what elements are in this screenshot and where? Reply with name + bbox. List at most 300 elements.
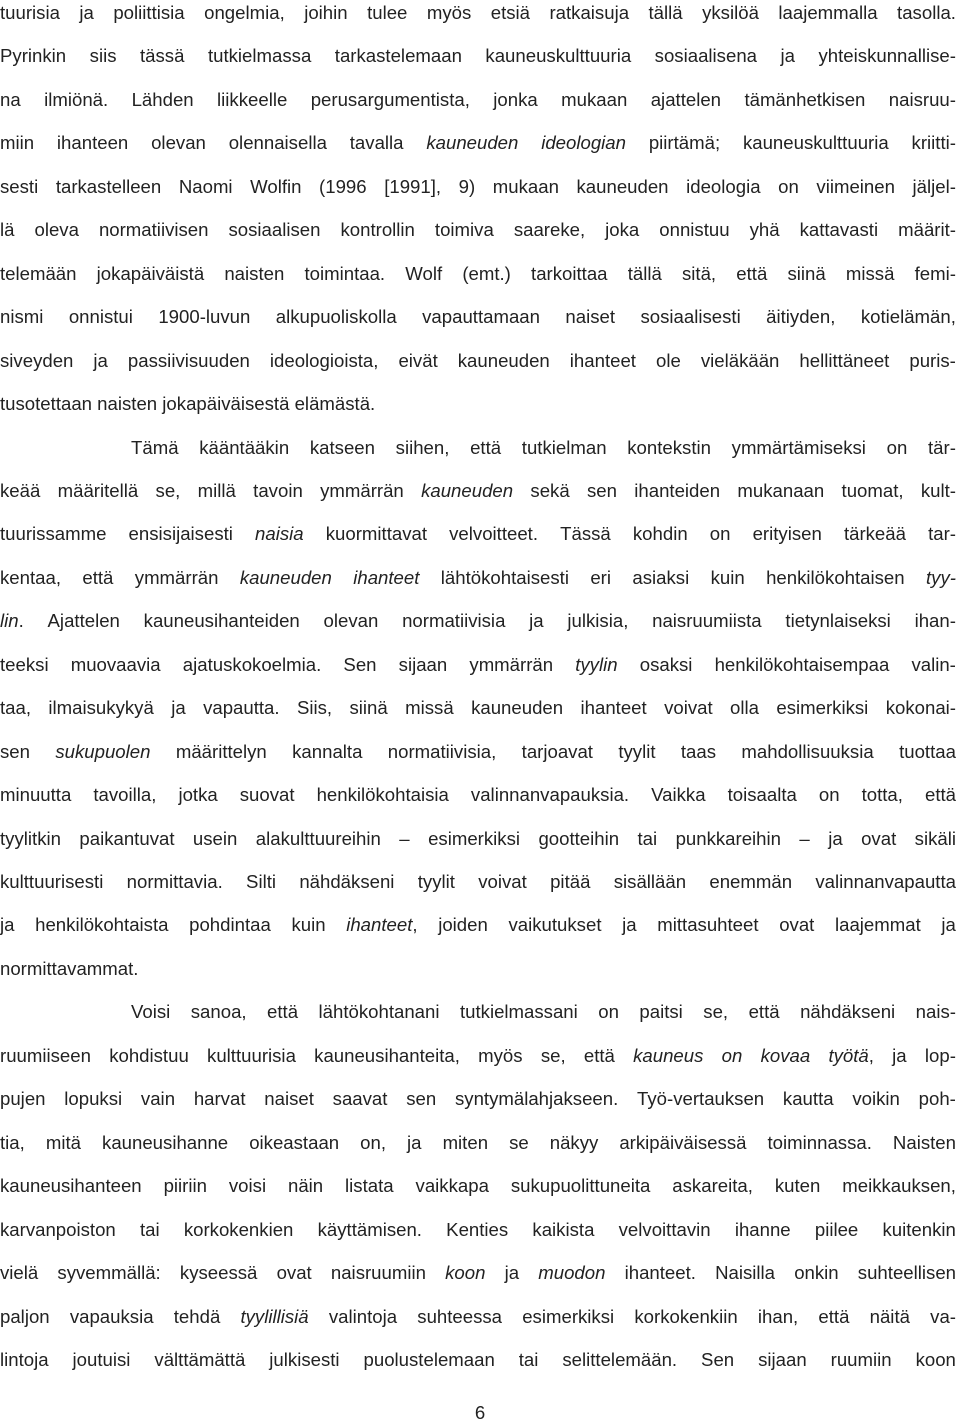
word: julkisia, bbox=[567, 610, 629, 632]
word: miten bbox=[442, 1131, 489, 1153]
word: kyseessä bbox=[179, 1262, 258, 1284]
word: ja bbox=[0, 914, 15, 936]
word: femi- bbox=[914, 262, 956, 284]
text-line bbox=[0, 262, 956, 306]
word: tavoilla, bbox=[93, 784, 157, 806]
word: välttämättä bbox=[154, 1348, 246, 1370]
word: ymmärtämiseksi bbox=[731, 436, 866, 458]
word: mukaan bbox=[561, 88, 628, 110]
word: kriitti- bbox=[911, 132, 956, 154]
word: ovat bbox=[779, 914, 815, 936]
word: sosiaalisena bbox=[654, 45, 758, 67]
word: meikkauksen, bbox=[842, 1175, 956, 1197]
word: tärkeää bbox=[843, 523, 906, 545]
word: suhteellisen bbox=[857, 1262, 956, 1284]
word: vapautta. bbox=[203, 697, 280, 719]
word: on bbox=[818, 784, 840, 806]
word: se, bbox=[540, 1044, 566, 1066]
word: valinnanvapautta bbox=[815, 871, 956, 892]
word: liikkeelle bbox=[217, 88, 288, 110]
word: pujen bbox=[0, 1088, 46, 1110]
word: laajemmat bbox=[834, 914, 921, 936]
word: . bbox=[18, 610, 24, 632]
word: on, bbox=[360, 1131, 387, 1153]
word-group bbox=[346, 913, 417, 957]
word: asiaksi bbox=[632, 566, 690, 588]
word: nähdäkseni bbox=[299, 871, 395, 892]
word: korkokenkien bbox=[183, 1218, 294, 1240]
word: olla bbox=[730, 697, 759, 719]
word: yhä bbox=[749, 219, 780, 241]
italic-word: on bbox=[721, 1044, 743, 1066]
word: tavoin bbox=[253, 479, 303, 501]
word: poliittisia bbox=[113, 2, 185, 23]
italic-word: kauneuden bbox=[239, 566, 332, 588]
word: vaikutukset bbox=[508, 914, 602, 936]
word: tai bbox=[139, 1218, 160, 1240]
word: nähdäkseni bbox=[800, 1001, 896, 1023]
word: jonka bbox=[493, 88, 538, 110]
word: naiset bbox=[264, 1088, 314, 1110]
word: Siis, bbox=[296, 697, 333, 719]
word-group bbox=[828, 1044, 873, 1088]
word: arkipäiväisessä bbox=[619, 1131, 747, 1153]
word: – bbox=[799, 827, 810, 849]
text-line bbox=[0, 479, 956, 523]
word: ja bbox=[93, 349, 108, 371]
word: tarkastelleen bbox=[55, 175, 162, 197]
word: tai bbox=[518, 1348, 539, 1370]
word: esimerkiksi bbox=[522, 1305, 615, 1327]
word: osaksi bbox=[639, 653, 693, 675]
word: Työ-vertauksen bbox=[637, 1088, 765, 1110]
word: paitsi bbox=[639, 1001, 683, 1023]
word: katseen bbox=[309, 436, 375, 458]
word: vapauttamaan bbox=[422, 306, 540, 328]
word: enemmän bbox=[709, 871, 793, 892]
word: että bbox=[583, 1044, 615, 1066]
word: tuurissamme bbox=[0, 523, 107, 545]
page-number: 6 bbox=[474, 1402, 486, 1423]
word: naisruumiin bbox=[330, 1262, 426, 1284]
word: ymmärrän bbox=[134, 566, 219, 588]
word: karvanpoiston bbox=[0, 1218, 116, 1240]
word: pitää bbox=[550, 871, 591, 892]
word: kentaa, bbox=[0, 566, 61, 588]
word: telemään bbox=[0, 262, 77, 284]
word: piilee bbox=[814, 1218, 859, 1240]
word: mahdollisuuksia bbox=[741, 740, 874, 762]
word: kannalta bbox=[292, 740, 363, 762]
word: että bbox=[736, 262, 768, 284]
text-line bbox=[0, 349, 956, 393]
word: voikin bbox=[852, 1088, 900, 1110]
word: olevan bbox=[151, 132, 206, 154]
word: että bbox=[924, 784, 956, 806]
word: ja bbox=[407, 1131, 422, 1153]
word: myös bbox=[426, 2, 472, 23]
word: millä bbox=[197, 479, 236, 501]
word: joihin bbox=[304, 2, 348, 23]
word: ilmiönä. bbox=[44, 88, 109, 110]
word: puris- bbox=[909, 349, 956, 371]
word: onkin bbox=[794, 1262, 839, 1284]
italic-word: ideologian bbox=[541, 132, 626, 154]
text-line bbox=[0, 88, 956, 132]
word: kokonai- bbox=[885, 697, 956, 719]
italic-word: sukupuolen bbox=[55, 740, 151, 762]
word: se bbox=[509, 1131, 529, 1153]
word: kauneuskulttuuria bbox=[485, 45, 632, 67]
word: suhteessa bbox=[417, 1305, 503, 1327]
word: missä bbox=[405, 697, 454, 719]
word: ja bbox=[504, 1262, 520, 1284]
word: lintoja bbox=[0, 1348, 49, 1370]
word: henkilökohtaisempaa bbox=[714, 653, 890, 675]
word: jotka bbox=[178, 784, 218, 806]
word: naiset bbox=[565, 306, 616, 328]
word: että bbox=[818, 1305, 850, 1327]
word: ruumiiseen bbox=[0, 1044, 91, 1066]
word: ihan, bbox=[757, 1305, 799, 1327]
word: Pyrinkin bbox=[0, 45, 67, 67]
word: Kenties bbox=[446, 1218, 509, 1240]
text-line bbox=[0, 522, 956, 566]
word: ongelmia, bbox=[204, 2, 285, 23]
word: tuomat, bbox=[841, 479, 904, 501]
word: oleva bbox=[34, 219, 79, 241]
word: 1900-luvun bbox=[158, 306, 251, 328]
word: teeksi bbox=[0, 653, 49, 675]
word: sijaan bbox=[758, 1348, 807, 1370]
word: kulttuurisia bbox=[207, 1044, 296, 1066]
word: olevan bbox=[323, 610, 379, 632]
text-line bbox=[0, 392, 375, 436]
word: henkilökohtaisia bbox=[316, 784, 449, 806]
italic-word: kauneus bbox=[633, 1044, 704, 1066]
word: ymmärrän bbox=[469, 653, 554, 675]
word: kuormittavat bbox=[325, 523, 428, 545]
word: toimintaa. bbox=[304, 262, 386, 284]
word: Lähden bbox=[131, 88, 194, 110]
word: tarkastelemaan bbox=[334, 45, 462, 67]
word: henkilökohtaisen bbox=[766, 566, 905, 588]
word: Sen bbox=[343, 653, 377, 675]
word: mukaan bbox=[492, 175, 559, 197]
word: vain bbox=[140, 1088, 176, 1110]
word: vapauksia bbox=[69, 1305, 154, 1327]
word: tia, bbox=[0, 1131, 25, 1153]
word: puolustelemaan bbox=[363, 1348, 495, 1370]
word: julkisesti bbox=[269, 1348, 340, 1370]
word: koon bbox=[915, 1348, 956, 1370]
word: ihan- bbox=[914, 610, 956, 632]
word: syvemmällä: bbox=[57, 1262, 161, 1284]
word: saareke, bbox=[513, 219, 586, 241]
word: on bbox=[709, 523, 731, 545]
word: sikäli bbox=[914, 827, 956, 849]
word: nais- bbox=[915, 1001, 956, 1023]
text-line bbox=[0, 1, 956, 45]
word: viimeinen bbox=[816, 175, 895, 197]
word: kaikista bbox=[532, 1218, 595, 1240]
text-line bbox=[0, 44, 956, 88]
word: kohdin bbox=[632, 523, 688, 545]
word: sosiaalisesti bbox=[640, 306, 741, 328]
word: passiivisuuden bbox=[127, 349, 250, 371]
word: velvoittavin bbox=[618, 1218, 711, 1240]
word: on bbox=[598, 1001, 619, 1023]
word: totta, bbox=[861, 784, 903, 806]
word: onnistuu bbox=[659, 219, 730, 241]
word: Tämä bbox=[131, 436, 179, 458]
word: ovat bbox=[276, 1262, 312, 1284]
text-line bbox=[0, 175, 956, 219]
word: lä bbox=[0, 219, 15, 241]
word: kuitenkin bbox=[882, 1218, 956, 1240]
word: tyylitkin bbox=[0, 827, 61, 849]
word: myös bbox=[478, 1044, 523, 1066]
word: se, bbox=[703, 1001, 729, 1023]
word: sosiaalisen bbox=[228, 219, 321, 241]
word: kauneuden bbox=[576, 175, 669, 197]
word: usein bbox=[192, 827, 238, 849]
word: kauneusihanteiden bbox=[143, 610, 300, 632]
word: näitä bbox=[869, 1305, 910, 1327]
word: tässä bbox=[140, 45, 185, 67]
word: sitä, bbox=[681, 262, 717, 284]
word: tutkielman bbox=[521, 436, 607, 458]
word: ensisijaisesti bbox=[128, 523, 233, 545]
italic-word: koon bbox=[445, 1262, 486, 1284]
text-line bbox=[0, 913, 956, 957]
word: ovat bbox=[861, 827, 897, 849]
italic-word: naisia bbox=[255, 523, 304, 545]
word: sen bbox=[406, 1088, 437, 1110]
word: taas bbox=[680, 740, 717, 762]
word: ihanteet. bbox=[624, 1262, 696, 1284]
word: ratkaisuja bbox=[549, 2, 630, 23]
text-line bbox=[0, 1174, 956, 1218]
word: kulttuurisesti bbox=[0, 871, 104, 892]
word: naisten bbox=[224, 262, 285, 284]
word: normittavia. bbox=[126, 871, 223, 892]
word: poh- bbox=[918, 1088, 956, 1110]
word: näkyy bbox=[549, 1131, 599, 1153]
word: eivät bbox=[398, 349, 438, 371]
word: kattavasti bbox=[799, 219, 879, 241]
word: joutuisi bbox=[72, 1348, 131, 1370]
word: keää bbox=[0, 479, 41, 501]
word: naisruumiista bbox=[652, 610, 762, 632]
word: ja bbox=[828, 827, 843, 849]
text-line bbox=[0, 1348, 956, 1392]
word: paljon bbox=[0, 1305, 50, 1327]
word: voivat bbox=[664, 697, 713, 719]
word: alakulttuureihin bbox=[255, 827, 381, 849]
word: toiminnassa. bbox=[767, 1131, 872, 1153]
word: tarjoavat bbox=[521, 740, 593, 762]
word: kääntääkin bbox=[199, 436, 290, 458]
word: kult- bbox=[920, 479, 956, 501]
word: tavalla bbox=[349, 132, 404, 154]
word: [1991], bbox=[384, 175, 442, 197]
italic-word: tyy- bbox=[926, 566, 956, 588]
word: etsiä bbox=[490, 2, 531, 23]
text-line bbox=[131, 1000, 956, 1044]
word: na bbox=[0, 88, 21, 110]
word: tyylit bbox=[618, 740, 656, 762]
word: toisaalta bbox=[727, 784, 797, 806]
word: lop- bbox=[924, 1044, 956, 1066]
italic-word: ihanteet bbox=[346, 914, 413, 936]
word: gootteihin bbox=[538, 827, 620, 849]
word: tär- bbox=[928, 436, 956, 458]
word: sen bbox=[0, 740, 30, 762]
word: voisi bbox=[228, 1175, 267, 1197]
word: ja bbox=[892, 1044, 907, 1066]
word: mittasuhteet bbox=[657, 914, 759, 936]
word: eri bbox=[590, 566, 611, 588]
text-line bbox=[0, 957, 138, 1001]
word: siis bbox=[89, 45, 117, 67]
word: kauneusihanteen bbox=[0, 1175, 142, 1197]
word: että bbox=[748, 1001, 780, 1023]
text-line bbox=[0, 218, 956, 262]
text-segment: normittavammat. bbox=[0, 957, 139, 979]
word: tehdä bbox=[173, 1305, 221, 1327]
word: Naisten bbox=[892, 1131, 956, 1153]
word: tulee bbox=[367, 2, 408, 23]
word: Naomi bbox=[178, 175, 233, 197]
word: tuurisia bbox=[0, 2, 60, 23]
word: ja bbox=[529, 610, 544, 632]
word: korkokenkiin bbox=[634, 1305, 738, 1327]
word: muovaavia bbox=[70, 653, 161, 675]
text-line bbox=[0, 1218, 956, 1262]
word: se, bbox=[155, 479, 181, 501]
word: kontrollin bbox=[340, 219, 415, 241]
word: sisällään bbox=[613, 871, 687, 892]
word: henkilökohtaista bbox=[35, 914, 169, 936]
word: lähtökohtaisesti bbox=[440, 566, 569, 588]
word: ilmaisukykyä bbox=[48, 697, 154, 719]
word: kuin bbox=[291, 914, 326, 936]
word: ole bbox=[655, 349, 681, 371]
word: suovat bbox=[239, 784, 295, 806]
word: kautta bbox=[782, 1088, 834, 1110]
word: harvat bbox=[193, 1088, 246, 1110]
word: Wolfin bbox=[250, 175, 302, 197]
text-line bbox=[0, 696, 956, 740]
word: velvoitteet. bbox=[449, 523, 539, 545]
text-segment: tusotettaan naisten jokapäiväisestä elämästä. bbox=[0, 393, 376, 415]
word: tutkielmassani bbox=[459, 1001, 578, 1023]
word: ja bbox=[79, 2, 94, 23]
word: va- bbox=[930, 1305, 956, 1327]
text-line bbox=[0, 827, 956, 871]
word: määrit- bbox=[898, 219, 956, 241]
word: kuten bbox=[774, 1175, 821, 1197]
word: kontekstin bbox=[627, 436, 711, 458]
word: tällä bbox=[648, 2, 683, 23]
word: normatiivisia, bbox=[387, 740, 497, 762]
word: ihanteet bbox=[569, 349, 636, 371]
word: tasolla. bbox=[897, 2, 956, 23]
word: tuottaa bbox=[899, 740, 956, 762]
word: valinnanvapauksia. bbox=[470, 784, 630, 806]
word: onnistui bbox=[68, 306, 133, 328]
word-group bbox=[0, 609, 24, 653]
word: äitiyden, bbox=[766, 306, 836, 328]
word: vieläkään bbox=[700, 349, 780, 371]
word: että bbox=[82, 566, 114, 588]
word: tar- bbox=[928, 523, 956, 545]
text-line bbox=[0, 305, 956, 349]
text-line bbox=[0, 740, 956, 784]
word: joka bbox=[605, 219, 640, 241]
text-line bbox=[131, 436, 956, 480]
word: Voisi bbox=[131, 1001, 171, 1023]
text-line bbox=[0, 870, 956, 914]
word: sukupuolittuneita bbox=[510, 1175, 651, 1197]
word: esimerkiksi bbox=[428, 827, 521, 849]
word: alkupuoliskolla bbox=[275, 306, 397, 328]
word: yhteiskunnallise- bbox=[818, 45, 956, 67]
word: ihanteen bbox=[56, 132, 129, 154]
text-line bbox=[0, 131, 956, 175]
word: siinä bbox=[349, 697, 388, 719]
italic-word: työtä bbox=[828, 1044, 869, 1066]
word: miin bbox=[0, 132, 35, 154]
word: erityisen bbox=[752, 523, 822, 545]
word: Wolf bbox=[405, 262, 443, 284]
word: punkkareihin bbox=[675, 827, 781, 849]
word: siinä bbox=[787, 262, 826, 284]
word: kuin bbox=[710, 566, 745, 588]
italic-word: muodon bbox=[538, 1262, 606, 1284]
word: , bbox=[412, 914, 418, 936]
word: tutkielmassa bbox=[207, 45, 312, 67]
italic-word: tyylin bbox=[575, 653, 618, 675]
word: Naisilla bbox=[715, 1262, 776, 1284]
text-line bbox=[0, 1087, 956, 1131]
word: olennaisella bbox=[228, 132, 327, 154]
text-line bbox=[0, 1044, 956, 1088]
word: kauneuden bbox=[457, 349, 550, 371]
word: tällä bbox=[627, 262, 662, 284]
word: tietynlaiseksi bbox=[785, 610, 891, 632]
word: lopuksi bbox=[64, 1088, 123, 1110]
word: Sen bbox=[701, 1348, 735, 1370]
word: normatiivisia bbox=[402, 610, 506, 632]
word: ihanteet bbox=[580, 697, 647, 719]
text-line bbox=[0, 653, 956, 697]
word: ideologia bbox=[686, 175, 761, 197]
word: että bbox=[470, 436, 502, 458]
word: voivat bbox=[478, 871, 527, 892]
word: (emt.) bbox=[462, 262, 511, 284]
word: mitä bbox=[45, 1131, 81, 1153]
word: määrittelyn bbox=[175, 740, 267, 762]
word: Vaikka bbox=[651, 784, 706, 806]
word: sekä bbox=[530, 479, 570, 501]
word: kohdistuu bbox=[109, 1044, 189, 1066]
word: Ajattelen bbox=[47, 610, 120, 632]
word: jäljel- bbox=[912, 175, 956, 197]
word: tämänhetkisen bbox=[744, 88, 866, 110]
word: joiden bbox=[438, 914, 488, 936]
